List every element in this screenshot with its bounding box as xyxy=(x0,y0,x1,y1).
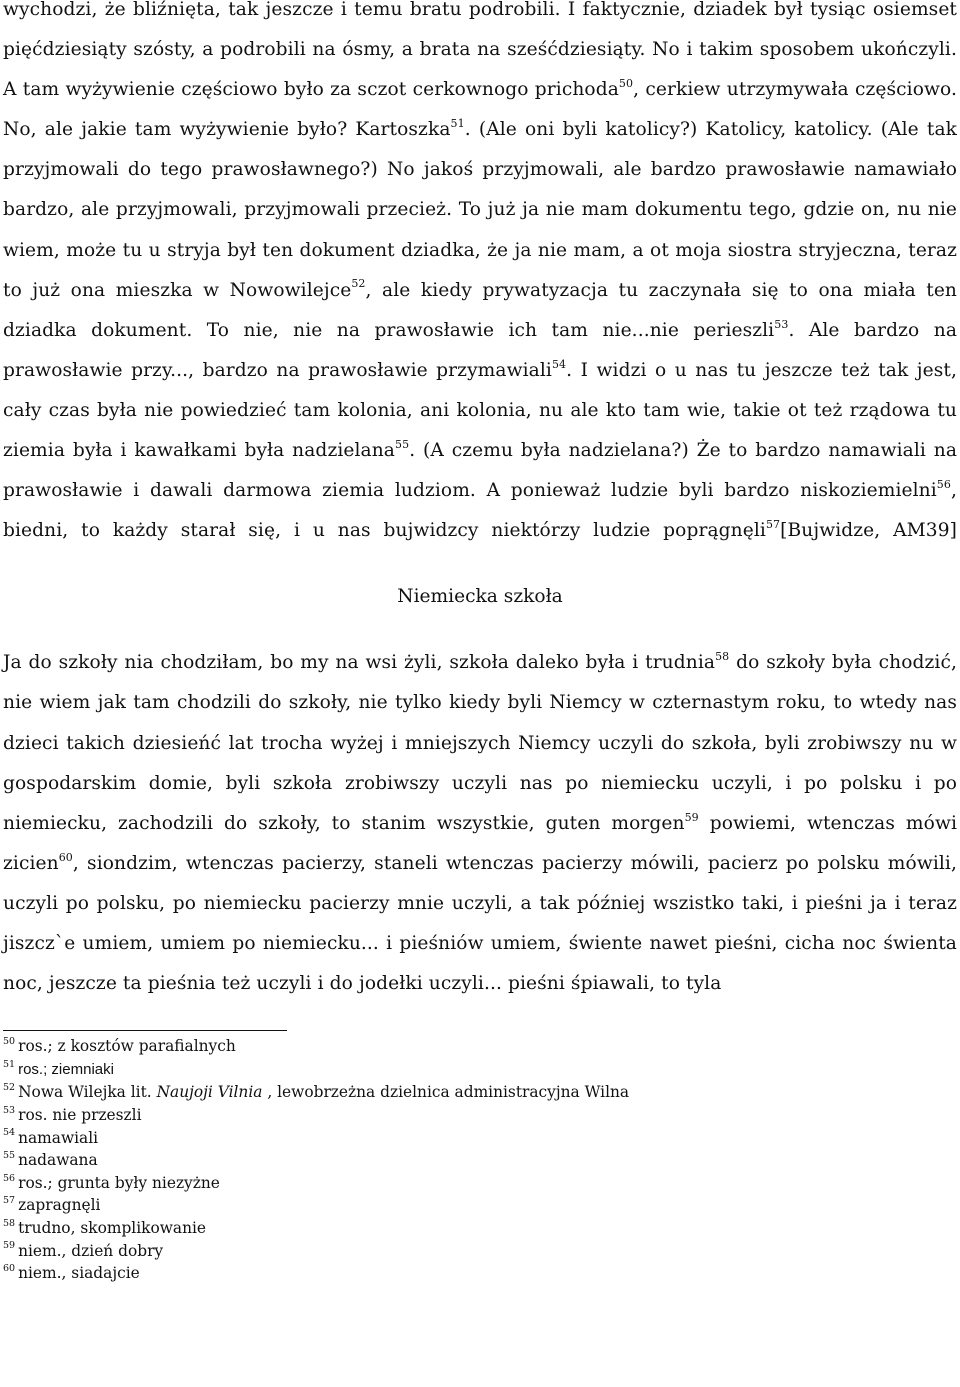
footnote-number: 56 xyxy=(3,1172,16,1184)
footnote-52 xyxy=(3,1081,957,1104)
footnote-ref-53[interactable]: 53 xyxy=(774,317,789,331)
footnote-text: zapragnęli xyxy=(18,1196,101,1215)
footnotes-list xyxy=(3,1035,957,1285)
footnote-ref-54[interactable]: 54 xyxy=(551,357,567,371)
footnote-ref-52[interactable]: 52 xyxy=(351,277,366,291)
footnote-text: Nowa Wilejka lit. xyxy=(18,1083,157,1102)
footnote-text: trudno, skomplikowanie xyxy=(18,1218,207,1237)
footnote-ref-57[interactable]: 57 xyxy=(765,518,781,532)
footnote-ref-50[interactable]: 50 xyxy=(618,77,634,90)
footnote-ref-56[interactable]: 56 xyxy=(936,477,951,491)
footnote-text: ros.; z kosztów parafialnych xyxy=(18,1037,236,1056)
footnote-number: 50 xyxy=(3,1036,16,1048)
footnote-number: 54 xyxy=(3,1127,16,1139)
footnote-ref-58[interactable]: 58 xyxy=(715,650,730,664)
footnote-italic-text: Naujoji Vilnia xyxy=(156,1083,263,1102)
footnote-text: ros.; grunta były niezyżne xyxy=(18,1173,220,1192)
footnote-57 xyxy=(3,1194,957,1217)
text-run: powiemi, wtenczas mówi zicien xyxy=(3,812,958,874)
footnote-number: 57 xyxy=(3,1195,16,1207)
footnote-text: ros.; ziemniaki xyxy=(18,1060,114,1078)
text-run: . Ale bardzo na prawosławie przy..., bardzo na prawosławie przymawiali xyxy=(3,319,957,381)
footnote-text: niem., siadajcie xyxy=(18,1264,140,1283)
text-run: , ale kiedy prywatyzacja tu zaczynała się to ona miała ten dziadka dokument. To nie, nie na prawosławie ich tam nie...nie perieszli xyxy=(3,279,957,341)
footnote-text: niem., dzień dobry xyxy=(18,1241,164,1260)
footnote-number: 58 xyxy=(3,1217,16,1229)
footnote-text: , lewobrzeżna dzielnica administracyjna Wilna xyxy=(262,1083,630,1102)
paragraph-1 xyxy=(3,0,957,551)
footnote-number: 53 xyxy=(3,1104,16,1116)
footnote-ref-59[interactable]: 59 xyxy=(684,810,699,824)
footnote-51 xyxy=(3,1058,957,1082)
footnote-text: nadawana xyxy=(18,1151,98,1170)
footnote-55 xyxy=(3,1149,957,1172)
section-heading: Niemiecka szkoła xyxy=(397,586,563,608)
text-run: , siondzim, wtenczas pacierzy, staneli wtenczas pacierzy mówili, pacierz po polsku mówili, uczyli po polsku, po niemiecku pacierzy mnie uczyli, a tak później wszistko taki, i pieśni ja i teraz jiszcz`e umiem, umiem po niemiecku... i pieśniów umiem, świente nawet pieśni, cicha noc świenta noc, jeszcze ta pieśnia też uczyli i do jodełki uczyli... pieśni śpiawali, to tyla xyxy=(3,852,957,995)
text-run: . I widzi o u nas tu jeszcze też tak jest, cały czas była nie powiedzieć tam kolonia, ani kolonia, nu ale kto tam wie, takie ot też rządowa tu ziemia była i kawałkami była nadzielana xyxy=(3,359,957,462)
text-run: Ja do szkoły nia chodziłam, bo my na wsi żyli, szkoła daleko była i trudnia xyxy=(3,652,716,674)
footnote-number: 52 xyxy=(3,1082,16,1094)
footnote-text: ros. nie przeszli xyxy=(18,1105,142,1124)
footnote-ref-55[interactable]: 55 xyxy=(394,437,410,451)
footnote-56 xyxy=(3,1172,957,1195)
document-page xyxy=(3,0,957,1285)
footnote-59 xyxy=(3,1240,957,1263)
text-run: . (Ale oni byli katolicy?) Katolicy, katolicy. (Ale tak przyjmowali do tego prawosławnego?) No jakoś przyjmowali, ale bardzo prawosławie namawiało bardzo, ale przyjmowali, przyjmowali przecież. To już ja nie mam dokumentu tego, gdzie on, nu nie wiem, może tu u stryja był ten dokument dziadka, że ja nie mam, a ot moja siostra stryjeczna, teraz to już ona mieszka w Nowowilejce xyxy=(3,119,957,301)
text-run: wychodzi, że bliźnięta, tak jeszcze i temu bratu podrobili. I faktycznie, dziadek był tysiąc osiemset pięćdziesiąty szósty, a podrobili na ósmy, a brata na sześćdziesiąty. No i takim sposobem ukończyli. A tam wyżywienie częściowo było za sczot cerkownogo prichoda xyxy=(3,0,957,101)
paragraph-2 xyxy=(3,643,957,1004)
footnote-number: 60 xyxy=(3,1262,16,1274)
text-run: [Bujwidze, AM39] xyxy=(780,520,957,542)
text-run: , biedni, to każdy starał się, i u nas bujwidzcy niektórzy ludzie poprągnęli xyxy=(3,480,957,542)
text-run: do szkoły była chodzić, nie wiem jak tam chodzili do szkoły, nie tylko kiedy byli Niemcy w czternastym roku, to wtedy nas dzieci takich dziesieńć lat trocha wyżej i mniejszych Niemcy uczyli do szkoła, byli zrobiwszy nu w gospodarskim domie, byli szkoła zrobiwszy uczyli nas po niemiecku uczyli, i po polsku i po niemiecku, zachodzili do szkoły, to stanim wszystkie, guten morgen xyxy=(3,652,958,834)
footnote-50 xyxy=(3,1035,957,1058)
footnote-53 xyxy=(3,1104,957,1127)
text-run: . (A czemu była nadzielana?) Że to bardzo namawiali na prawosławie i dawali darmowa ziemia ludziom. A ponieważ ludzie byli bardzo niskoziemielni xyxy=(3,440,957,502)
text-run: , cerkiew utrzymywała częściowo. No, ale jakie tam wyżywienie było? Kartoszka xyxy=(3,79,957,141)
footnote-number: 59 xyxy=(3,1240,16,1252)
footnote-58 xyxy=(3,1217,957,1240)
footnote-ref-60[interactable]: 60 xyxy=(58,850,73,864)
footnote-60 xyxy=(3,1262,957,1285)
footnote-text: namawiali xyxy=(18,1128,99,1147)
footnote-54 xyxy=(3,1127,957,1150)
footnote-number: 55 xyxy=(3,1150,16,1161)
footnote-number: 51 xyxy=(3,1058,16,1070)
footnote-divider xyxy=(3,1030,287,1031)
footnote-ref-51[interactable]: 51 xyxy=(450,117,465,131)
